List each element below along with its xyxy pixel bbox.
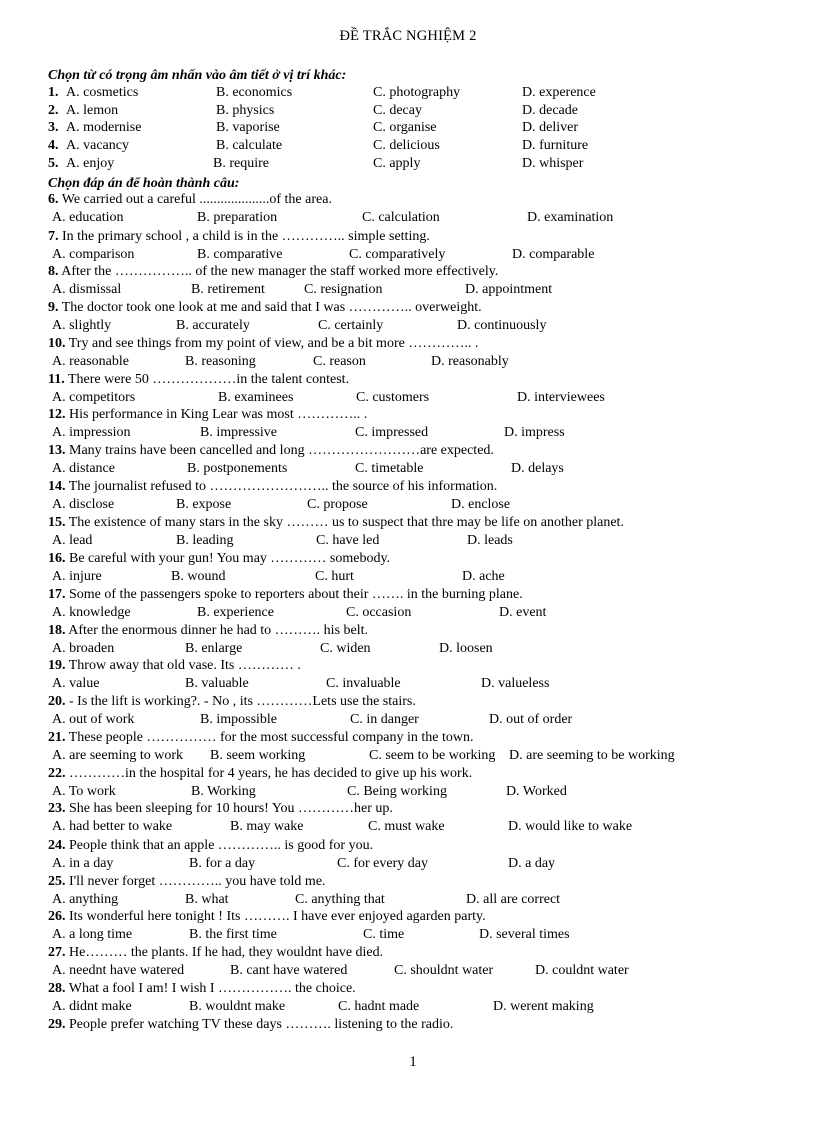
- answer-option[interactable]: C. occasion: [346, 605, 412, 620]
- question-number: 14.: [48, 479, 66, 494]
- answer-option[interactable]: A. impression: [52, 425, 131, 440]
- answer-option[interactable]: C. widen: [320, 641, 371, 656]
- answer-option[interactable]: B. experience: [197, 605, 274, 620]
- answer-option[interactable]: B. calculate: [216, 138, 283, 153]
- answer-option[interactable]: B. cant have watered: [230, 963, 348, 978]
- question-row: [48, 730, 474, 747]
- answer-option[interactable]: D. leads: [467, 533, 513, 548]
- answer-option[interactable]: A. enjoy: [66, 156, 115, 171]
- question-number: 8.: [48, 264, 59, 279]
- answer-option[interactable]: D. impress: [504, 425, 565, 440]
- answer-option[interactable]: A. injure: [52, 569, 102, 584]
- question-row: [48, 551, 390, 568]
- answer-option[interactable]: C. timetable: [355, 461, 424, 476]
- answer-option[interactable]: A. knowledge: [52, 605, 131, 620]
- answer-option[interactable]: B. economics: [216, 85, 293, 100]
- answer-option[interactable]: C. have led: [316, 533, 380, 548]
- answer-option[interactable]: D. couldnt water: [535, 963, 629, 978]
- answer-option[interactable]: C. reason: [313, 354, 366, 369]
- answer-option[interactable]: C. invaluable: [326, 676, 401, 691]
- answer-option[interactable]: D. a day: [508, 856, 556, 871]
- answer-option[interactable]: D. are seeming to be working: [509, 748, 675, 763]
- answer-option[interactable]: A. out of work: [52, 712, 135, 727]
- answer-option[interactable]: C. seem to be working: [369, 748, 496, 763]
- question-row: [48, 264, 498, 281]
- question-stem: There were 50 ………………in the talent contest.: [67, 372, 350, 387]
- answer-option[interactable]: B. for a day: [189, 856, 256, 871]
- answer-option[interactable]: C. photography: [373, 85, 461, 100]
- answer-option[interactable]: B. may wake: [230, 819, 304, 834]
- answer-option[interactable]: C. for every day: [337, 856, 428, 871]
- answer-option[interactable]: C. certainly: [318, 318, 384, 333]
- question-row: [48, 766, 472, 783]
- question-stem: In the primary school , a child is in the ………….. simple setting.: [62, 229, 430, 244]
- answer-option[interactable]: C. customers: [356, 390, 430, 405]
- answer-option[interactable]: B. the first time: [189, 927, 277, 942]
- question-number: 23.: [48, 801, 66, 816]
- answer-option[interactable]: C. calculation: [362, 210, 440, 225]
- answer-option[interactable]: A. didnt make: [52, 999, 132, 1014]
- answer-option[interactable]: A. modernise: [66, 120, 142, 135]
- answer-option[interactable]: A. reasonable: [52, 354, 129, 369]
- answer-option[interactable]: D. examination: [527, 210, 614, 225]
- question-number: 3.: [48, 120, 59, 135]
- answer-option[interactable]: C. delicious: [373, 138, 440, 153]
- answer-option[interactable]: C. shouldnt water: [394, 963, 494, 978]
- answer-option[interactable]: A. in a day: [52, 856, 114, 871]
- answer-option[interactable]: D. Worked: [506, 784, 567, 799]
- answer-option[interactable]: A. had better to wake: [52, 819, 173, 834]
- answer-option[interactable]: D. deliver: [522, 120, 578, 135]
- answer-option[interactable]: B. preparation: [197, 210, 278, 225]
- question-row: [48, 103, 59, 120]
- answer-option[interactable]: A. competitors: [52, 390, 136, 405]
- question-number: 16.: [48, 551, 66, 566]
- question-row: [48, 407, 367, 424]
- answer-option[interactable]: D. several times: [479, 927, 570, 942]
- question-stem: People prefer watching TV these days ………. listening to the radio.: [69, 1017, 454, 1032]
- question-row: [48, 156, 59, 173]
- question-row: [48, 515, 624, 532]
- question-stem: The journalist refused to …………………….. the source of his information.: [68, 479, 498, 494]
- answer-option[interactable]: B. wouldnt make: [189, 999, 286, 1014]
- question-row: [48, 909, 486, 926]
- question-number: 28.: [48, 981, 66, 996]
- question-number: 24.: [48, 838, 66, 853]
- question-stem: After the …………….. of the new manager the staff worked more effectively.: [61, 264, 499, 279]
- answer-option[interactable]: A. value: [52, 676, 100, 691]
- question-row: [48, 658, 301, 675]
- question-row: [48, 372, 349, 389]
- answer-option[interactable]: C. hurt: [315, 569, 354, 584]
- question-stem: We carried out a careful ....................of the area.: [61, 192, 332, 207]
- question-row: [48, 587, 523, 604]
- answer-option[interactable]: C. hadnt made: [338, 999, 420, 1014]
- question-number: 1.: [48, 85, 59, 100]
- question-number: 20.: [48, 694, 66, 709]
- question-number: 10.: [48, 336, 66, 351]
- answer-option[interactable]: B. Working: [191, 784, 256, 799]
- question-number: 19.: [48, 658, 66, 673]
- question-stem: Some of the passengers spoke to reporters about their ……. in the burning plane.: [69, 587, 523, 602]
- answer-option[interactable]: B. valuable: [185, 676, 249, 691]
- answer-option[interactable]: D. decade: [522, 103, 578, 118]
- answer-option[interactable]: C. impressed: [355, 425, 429, 440]
- question-row: [48, 874, 326, 891]
- question-number: 17.: [48, 587, 66, 602]
- question-row: [48, 120, 59, 137]
- answer-option[interactable]: B. impossible: [200, 712, 278, 727]
- question-number: 5.: [48, 156, 59, 171]
- answer-option[interactable]: D. valueless: [481, 676, 550, 691]
- answer-option[interactable]: C. apply: [373, 156, 421, 171]
- answer-option[interactable]: B. reasoning: [185, 354, 256, 369]
- question-number: 29.: [48, 1017, 66, 1032]
- answer-option[interactable]: B. expose: [176, 497, 232, 512]
- question-stem: - Is the lift is working?. - No , its …………Lets use the stairs.: [69, 694, 416, 709]
- answer-option[interactable]: A. lead: [52, 533, 93, 548]
- answer-option[interactable]: C. anything that: [295, 892, 385, 907]
- question-row: [48, 838, 373, 855]
- answer-option[interactable]: B. enlarge: [185, 641, 243, 656]
- answer-option[interactable]: A. cosmetics: [66, 85, 139, 100]
- answer-option[interactable]: D. out of order: [489, 712, 573, 727]
- answer-option[interactable]: C. in danger: [350, 712, 419, 727]
- answer-option[interactable]: A. dismissal: [52, 282, 122, 297]
- answer-option[interactable]: D. ache: [462, 569, 505, 584]
- question-stem: …………in the hospital for 4 years, he has decided to give up his work.: [69, 766, 473, 781]
- section-heading: Chọn từ có trọng âm nhấn vào âm tiết ở vị trí khác:: [48, 68, 347, 83]
- answer-option[interactable]: D. would like to wake: [508, 819, 633, 834]
- answer-option[interactable]: D. event: [499, 605, 547, 620]
- answer-option[interactable]: C. must wake: [368, 819, 445, 834]
- answer-option[interactable]: A. neednt have watered: [52, 963, 185, 978]
- question-number: 7.: [48, 229, 59, 244]
- question-number: 12.: [48, 407, 66, 422]
- question-row: [48, 981, 356, 998]
- question-row: [48, 85, 59, 102]
- answer-option[interactable]: C. comparatively: [349, 247, 446, 262]
- answer-option[interactable]: A. lemon: [66, 103, 119, 118]
- question-stem: He……… the plants. If he had, they wouldnt have died.: [69, 945, 384, 960]
- answer-option[interactable]: D. continuously: [457, 318, 547, 333]
- question-stem: Many trains have been cancelled and long ……………………are expected.: [69, 443, 494, 458]
- question-number: 26.: [48, 909, 66, 924]
- question-number: 6.: [48, 192, 59, 207]
- answer-option[interactable]: C. Being working: [347, 784, 447, 799]
- question-number: 22.: [48, 766, 66, 781]
- question-number: 13.: [48, 443, 66, 458]
- question-row: [48, 336, 478, 353]
- question-stem: Throw away that old vase. Its ………… .: [68, 658, 301, 673]
- answer-option[interactable]: B. seem working: [210, 748, 306, 763]
- question-row: [48, 801, 393, 818]
- question-row: [48, 229, 430, 246]
- question-row: [48, 1017, 453, 1034]
- answer-option[interactable]: A. broaden: [52, 641, 115, 656]
- answer-option[interactable]: D. comparable: [512, 247, 595, 262]
- question-row: [48, 479, 497, 496]
- answer-option[interactable]: B. leading: [176, 533, 234, 548]
- question-row: [48, 694, 416, 711]
- answer-option[interactable]: A. are seeming to work: [52, 748, 184, 763]
- answer-option[interactable]: A. a long time: [52, 927, 133, 942]
- answer-option[interactable]: C. organise: [373, 120, 437, 135]
- answer-option[interactable]: D. all are correct: [466, 892, 561, 907]
- answer-option[interactable]: B. accurately: [176, 318, 250, 333]
- answer-option[interactable]: C. decay: [373, 103, 422, 118]
- answer-option[interactable]: A. disclose: [52, 497, 115, 512]
- answer-option[interactable]: D. delays: [511, 461, 564, 476]
- answer-option[interactable]: D. enclose: [451, 497, 511, 512]
- question-stem: These people …………… for the most successful company in the town.: [68, 730, 474, 745]
- answer-option[interactable]: C. propose: [307, 497, 368, 512]
- question-row: [48, 945, 383, 962]
- answer-option[interactable]: B. wound: [171, 569, 226, 584]
- answer-option[interactable]: D. reasonably: [431, 354, 509, 369]
- question-stem: The doctor took one look at me and said that I was ………….. overweight.: [61, 300, 482, 315]
- answer-option[interactable]: B. require: [213, 156, 269, 171]
- answer-option[interactable]: B. examinees: [218, 390, 294, 405]
- answer-option[interactable]: B. vaporise: [216, 120, 280, 135]
- question-stem: Be careful with your gun! You may ………… somebody.: [69, 551, 391, 566]
- answer-option[interactable]: B. what: [185, 892, 229, 907]
- question-stem: I'll never forget ………….. you have told me.: [69, 874, 326, 889]
- page-title: ĐỀ TRẮC NGHIỆM 2: [339, 28, 477, 44]
- answer-option[interactable]: A. vacancy: [66, 138, 129, 153]
- answer-option[interactable]: B. physics: [216, 103, 275, 118]
- question-row: [48, 192, 332, 209]
- question-stem: She has been sleeping for 10 hours! You …………her up.: [69, 801, 393, 816]
- answer-option[interactable]: B. impressive: [200, 425, 277, 440]
- answer-option[interactable]: C. time: [363, 927, 405, 942]
- question-number: 25.: [48, 874, 66, 889]
- answer-option[interactable]: B. postponements: [187, 461, 288, 476]
- question-number: 21.: [48, 730, 66, 745]
- question-stem: What a fool I am! I wish I ……………. the choice.: [68, 981, 356, 996]
- answer-option[interactable]: D. interviewees: [517, 390, 605, 405]
- question-number: 4.: [48, 138, 59, 153]
- answer-option[interactable]: D. experence: [522, 85, 596, 100]
- question-stem: People think that an apple ………….. is good for you.: [69, 838, 374, 853]
- question-number: 9.: [48, 300, 59, 315]
- answer-option[interactable]: D. whisper: [522, 156, 584, 171]
- section-heading: Chọn đáp án để hoàn thành câu:: [48, 176, 240, 191]
- question-row: [48, 138, 59, 155]
- answer-option[interactable]: D. loosen: [439, 641, 493, 656]
- question-number: 27.: [48, 945, 66, 960]
- question-number: 2.: [48, 103, 59, 118]
- question-number: 15.: [48, 515, 66, 530]
- answer-option[interactable]: A. education: [52, 210, 124, 225]
- answer-option[interactable]: B. comparative: [197, 247, 283, 262]
- answer-option[interactable]: A. distance: [52, 461, 115, 476]
- question-row: [48, 300, 482, 317]
- question-stem: The existence of many stars in the sky ……… us to suspect that thre may be life on another planet.: [68, 515, 624, 530]
- answer-option[interactable]: A. slightly: [52, 318, 112, 333]
- answer-option[interactable]: C. resignation: [304, 282, 383, 297]
- answer-option[interactable]: D. werent making: [493, 999, 594, 1014]
- answer-option[interactable]: A. anything: [52, 892, 119, 907]
- page-number: 1: [409, 1054, 417, 1070]
- question-number: 18.: [48, 623, 66, 638]
- question-row: [48, 443, 494, 460]
- answer-option[interactable]: A. To work: [52, 784, 116, 799]
- question-stem: After the enormous dinner he had to ………. his belt.: [68, 623, 369, 638]
- question-stem: Its wonderful here tonight ! Its ………. I have ever enjoyed agarden party.: [69, 909, 486, 924]
- question-row: [48, 623, 368, 640]
- answer-option[interactable]: B. retirement: [191, 282, 265, 297]
- answer-option[interactable]: D. furniture: [522, 138, 589, 153]
- question-number: 11.: [48, 372, 65, 387]
- answer-option[interactable]: D. appointment: [465, 282, 553, 297]
- question-stem: Try and see things from my point of view, and be a bit more ………….. .: [68, 336, 479, 351]
- question-stem: His performance in King Lear was most ………….. .: [69, 407, 368, 422]
- answer-option[interactable]: A. comparison: [52, 247, 135, 262]
